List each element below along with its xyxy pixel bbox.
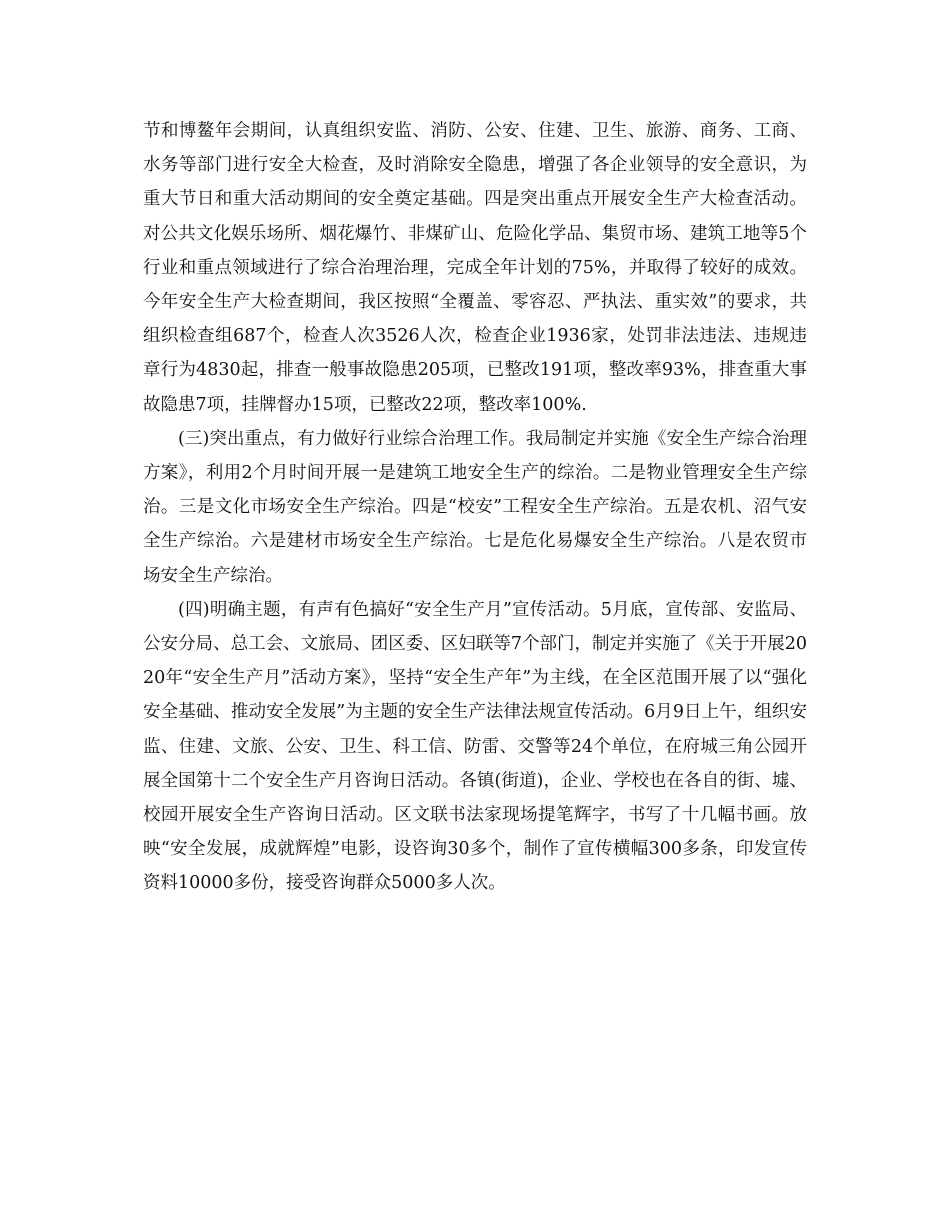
paragraph-section-4: (四)明确主题，有声有色搞好“安全生产月”宣传活动。5月底，宣传部、安监局、公安分局、总工会、文旅局、团区委、区妇联等7个部门，制定并实施了《关于开展2020年“安全生产月”活动方案》，坚持“安全生产年”为主线，在全区范围开展了以“强化安全基础、推动安全发展”为主题的安全生产法律法规宣传活动。6月9日上午，组织安监、住建、文旅、公安、卫生、科工信、防雷、交警等24个单位，在府城三角公园开展全国第十二个安全生产月咨询日活动。各镇(街道)，企业、学校也在各自的街、墟、校园开展安全生产咨询日活动。区文联书法家现场提笔辉字，书写了十几幅书画。放映“安全发展，成就辉煌”电影，设咨询30多个，制作了宣传横幅300多条，印发宣传资料10000多份，接受咨询群众5000多人次。: [143, 599, 807, 894]
paragraph-continued: 节和博鳌年会期间，认真组织安监、消防、公安、住建、卫生、旅游、商务、工商、水务等部门进行安全大检查，及时消除安全隐患，增强了各企业领导的安全意识，为重大节日和重大活动期间的安全奠定基础。四是突出重点开展安全生产大检查活动。对公共文化娱乐场所、烟花爆竹、非煤矿山、危险化学品、集贸市场、建筑工地等5个行业和重点领域进行了综合治理治理，完成全年计划的75%，并取得了较好的成效。今年安全生产大检查期间，我区按照“全覆盖、零容忍、严执法、重实效”的要求，共组织检查组687个，检查人次3526人次，检查企业1936家，处罚非法违法、违规违章行为4830起，排查一般事故隐患205项，已整改191项，整改率93%，排查重大事故隐患7项，挂牌督办15项，已整改22项，整改率100%.: [143, 121, 807, 415]
document-body: [143, 114, 807, 901]
paragraph-section-3: (三)突出重点，有力做好行业综合治理工作。我局制定并实施《安全生产综合治理方案》，利用2个月时间开展一是建筑工地安全生产的综治。二是物业管理安全生产综治。三是文化市场安全生产综治。四是“校安”工程安全生产综治。五是农机、沼气安全生产综治。六是建材市场安全生产综治。七是危化易爆安全生产综治。八是农贸市场安全生产综治。: [143, 428, 807, 586]
